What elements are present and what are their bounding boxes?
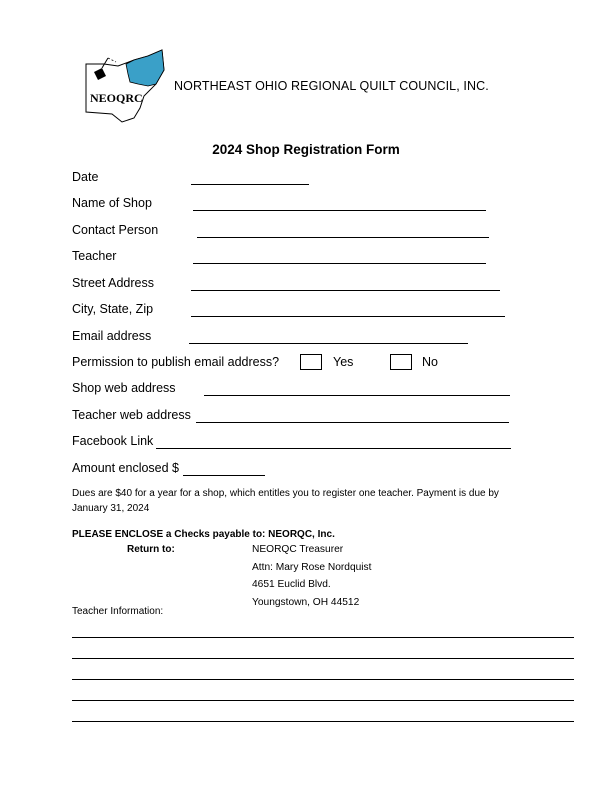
teacher-info-line[interactable] bbox=[72, 700, 574, 701]
field-label: City, State, Zip bbox=[72, 302, 154, 316]
field-label: Facebook Link bbox=[72, 434, 154, 448]
teacher-info-label: Teacher Information: bbox=[72, 606, 164, 617]
field-facebook bbox=[72, 434, 514, 452]
shop-web-input-line[interactable] bbox=[204, 395, 510, 396]
contact-person-input-line[interactable] bbox=[197, 237, 489, 238]
dues-text bbox=[72, 486, 552, 516]
field-contact-person bbox=[72, 223, 492, 241]
field-teacher bbox=[72, 249, 492, 267]
logo-text: NEOQRC bbox=[90, 91, 143, 105]
return-address bbox=[252, 541, 371, 611]
field-email-address bbox=[72, 329, 472, 347]
shop-name-input-line[interactable] bbox=[193, 210, 486, 211]
yes-label: Yes bbox=[333, 355, 354, 369]
address-line: Attn: Mary Rose Nordquist bbox=[252, 561, 372, 573]
city-state-zip-input-line[interactable] bbox=[191, 316, 505, 317]
field-label: Name of Shop bbox=[72, 196, 152, 210]
address-line: 4651 Euclid Blvd. bbox=[252, 579, 331, 590]
field-shop-web bbox=[72, 381, 512, 399]
field-city-state-zip bbox=[72, 302, 508, 320]
teacher-info-line[interactable] bbox=[72, 679, 574, 680]
neoqrc-logo bbox=[82, 48, 166, 126]
field-label: Date bbox=[72, 170, 99, 184]
field-shop-name bbox=[72, 196, 492, 214]
field-teacher-web bbox=[72, 408, 512, 426]
teacher-web-input-line[interactable] bbox=[196, 422, 509, 423]
teacher-info-line[interactable] bbox=[72, 637, 574, 638]
dues-line-2: January 31, 2024 bbox=[72, 503, 150, 514]
field-label: Teacher bbox=[72, 249, 117, 263]
field-label: Teacher web address bbox=[72, 408, 191, 422]
teacher-info-line[interactable] bbox=[72, 658, 574, 659]
org-name: NORTHEAST OHIO REGIONAL QUILT COUNCIL, INC. bbox=[174, 79, 489, 93]
address-line: NEORQC Treasurer bbox=[252, 544, 344, 555]
address-line: Youngstown, OH 44512 bbox=[252, 596, 360, 608]
field-label: Street Address bbox=[72, 276, 154, 290]
email-input-line[interactable] bbox=[189, 343, 468, 344]
no-checkbox[interactable] bbox=[390, 354, 412, 370]
enclose-text: PLEASE ENCLOSE a Checks payable to: NEORQC, Inc. bbox=[72, 529, 335, 540]
no-label: No bbox=[422, 355, 438, 369]
facebook-input-line[interactable] bbox=[156, 448, 511, 449]
field-amount bbox=[72, 461, 272, 479]
field-label: Amount enclosed $ bbox=[72, 461, 180, 475]
field-permission bbox=[72, 355, 452, 373]
field-street-address bbox=[72, 276, 502, 294]
permission-label: Permission to publish email address? bbox=[72, 355, 280, 369]
date-input-line[interactable] bbox=[191, 184, 309, 185]
street-address-input-line[interactable] bbox=[191, 290, 500, 291]
northeast-region-shape bbox=[126, 50, 164, 86]
teacher-input-line[interactable] bbox=[193, 263, 486, 264]
yes-checkbox[interactable] bbox=[300, 354, 322, 370]
form-title: 2024 Shop Registration Form bbox=[212, 142, 400, 157]
teacher-info-line[interactable] bbox=[72, 721, 574, 722]
amount-input-line[interactable] bbox=[183, 475, 265, 476]
field-label: Contact Person bbox=[72, 223, 159, 237]
dues-line-1: Dues are $40 for a year for a shop, which entitles you to register one teacher. Payment is due by bbox=[72, 488, 499, 499]
field-label: Email address bbox=[72, 329, 152, 343]
field-date bbox=[72, 170, 322, 188]
return-to-label: Return to: bbox=[127, 544, 175, 555]
field-label: Shop web address bbox=[72, 381, 176, 395]
